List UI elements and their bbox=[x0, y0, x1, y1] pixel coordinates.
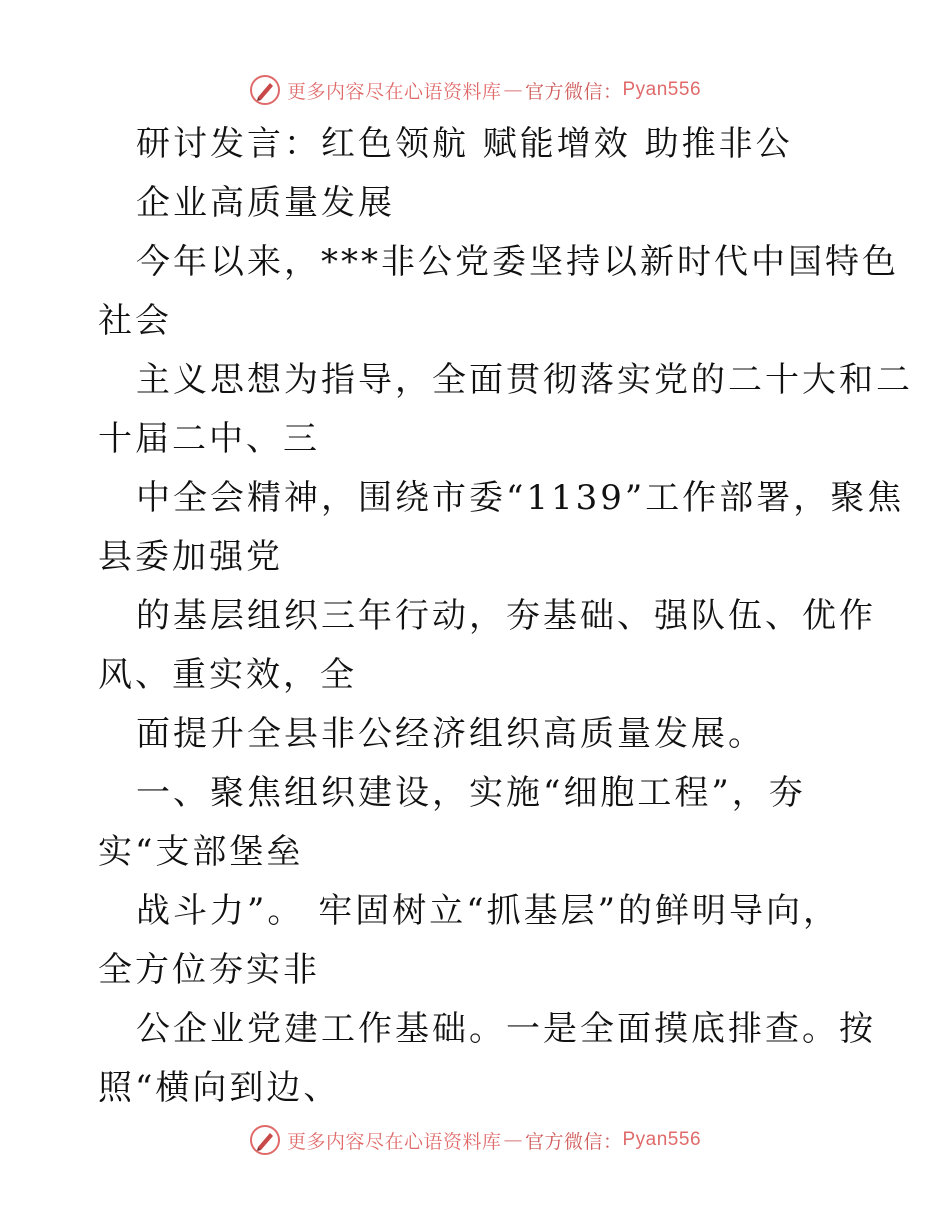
paragraph-line: 面提升全县非公经济组织高质量发展。 bbox=[136, 714, 765, 754]
watermark-wechat-label: 官方微信： bbox=[524, 80, 623, 103]
paragraph-line: 风、重实效，全 bbox=[98, 655, 357, 695]
paragraph-line: 社会 bbox=[98, 301, 172, 341]
pen-logo-icon bbox=[249, 74, 281, 106]
document-body bbox=[0, 115, 950, 1118]
paragraph-line: 主义思想为指导，全面贯彻落实党的二十大和二 bbox=[136, 360, 913, 400]
watermark-header bbox=[0, 70, 950, 110]
paragraph-line: 中全会精神，围绕市委“1139”工作部署，聚焦 bbox=[136, 478, 905, 518]
paragraph-line: 十届二中、三 bbox=[98, 419, 320, 459]
watermark-wechat-id: Pyan556 bbox=[622, 1129, 702, 1150]
paragraph-line: 全方位夯实非 bbox=[98, 950, 320, 990]
watermark-footer bbox=[0, 1120, 950, 1160]
document-title-line-1: 研讨发言：红色领航 赋能增效 助推非公 bbox=[136, 124, 793, 164]
paragraph-line: 战斗力”。 牢固树立“抓基层”的鲜明导向， bbox=[136, 891, 840, 931]
paragraph-line: 的基层组织三年行动，夯基础、强队伍、优作 bbox=[136, 596, 876, 636]
paragraph-line: 县委加强党 bbox=[98, 537, 283, 577]
paragraph-line: 公企业党建工作基础。一是全面摸底排查。按 bbox=[136, 1009, 876, 1049]
section-heading-line: 实“支部堡垒 bbox=[98, 832, 304, 872]
watermark-wechat-id: Pyan556 bbox=[622, 79, 702, 100]
watermark-dash: — bbox=[503, 79, 523, 101]
section-heading-line: 一、聚焦组织建设，实施“细胞工程”，夯 bbox=[136, 773, 806, 813]
paragraph-line: 照“横向到边、 bbox=[98, 1068, 341, 1108]
watermark-dash: — bbox=[503, 1129, 523, 1151]
pen-logo-icon bbox=[249, 1124, 281, 1156]
paragraph-line: 今年以来，***非公党委坚持以新时代中国特色 bbox=[136, 242, 899, 282]
watermark-text: 更多内容尽在心语资料库 bbox=[286, 1130, 502, 1153]
watermark-text: 更多内容尽在心语资料库 bbox=[286, 80, 502, 103]
document-title-line-2: 企业高质量发展 bbox=[136, 183, 395, 223]
watermark-wechat-label: 官方微信： bbox=[524, 1130, 623, 1153]
